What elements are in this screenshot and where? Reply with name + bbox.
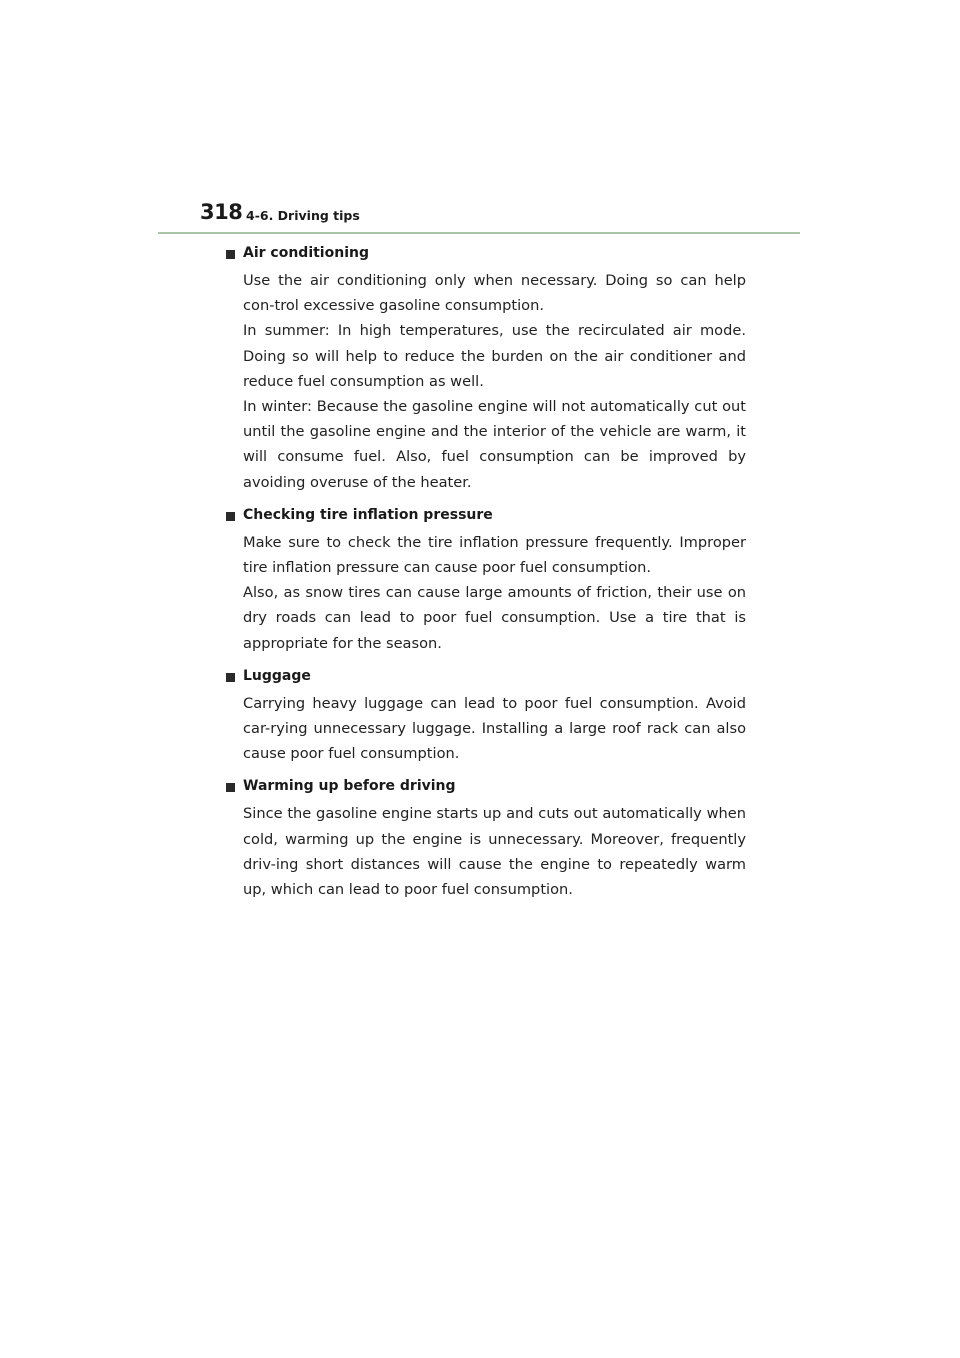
section-heading-text: Air conditioning [243,245,369,261]
section-title: 4-6. Driving tips [246,208,360,223]
page-number: 318 [200,200,243,224]
section-heading [226,663,746,691]
paragraph: Also, as snow tires can cause large amounts of friction, their use on dry roads can lead to poor fuel consumption. Use a tire that is appropriate for the season. [243,584,746,652]
paragraph: Make sure to check the tire inflation pressure frequently. Improper tire inflation pressure can cause poor fuel consumption. [243,533,746,577]
square-bullet-icon [226,250,235,259]
section-heading [226,502,746,530]
paragraph: In winter: Because the gasoline engine will not automatically cut out until the gasoline engine and the interior of the vehicle are warm, it will consume fuel. Also, fuel consumption can be improved by avoiding overuse of the heater. [243,398,746,491]
header-divider [158,232,800,234]
paragraph: In summer: In high temperatures, use the recirculated air mode. Doing so will help to reduce the burden on the air conditioner and reduce fuel consumption as well. [243,322,746,390]
paragraph: Use the air conditioning only when necessary. Doing so can help con-trol excessive gasoline consumption. [243,272,746,315]
square-bullet-icon [226,783,235,792]
paragraph: Since the gasoline engine starts up and cuts out automatically when cold, warming up the engine is unnecessary. Moreover, frequently driv-ing short distances will cause the engine to repeatedly warm up, which can lead to poor fuel consumption. [243,805,746,899]
section-heading-text: Warming up before driving [243,778,456,795]
page-content [226,240,746,902]
section-warming-up [226,773,746,902]
paragraph: Carrying heavy luggage can lead to poor fuel consumption. Avoid car-rying unnecessary luggage. Installing a large roof rack can also cause poor fuel consumption. [243,694,746,763]
square-bullet-icon [226,673,235,682]
section-heading-text: Luggage [243,667,311,684]
section-heading-text: Checking tire inflation pressure [243,506,493,523]
section-tire-inflation [226,502,746,656]
page-header [200,200,800,232]
section-luggage [226,663,746,767]
square-bullet-icon [226,512,235,521]
section-heading [226,773,746,801]
section-air-conditioning [226,240,746,495]
section-heading [226,240,746,268]
